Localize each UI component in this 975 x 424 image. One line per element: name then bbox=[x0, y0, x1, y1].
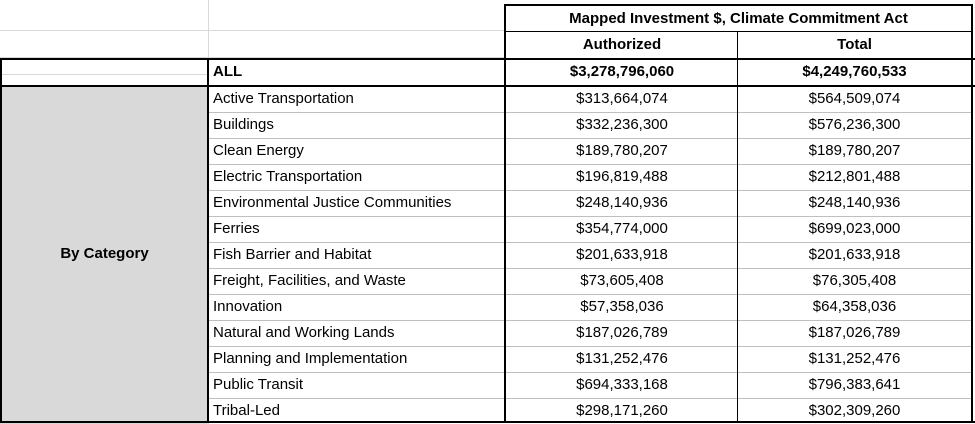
row-authorized: $694,333,168 bbox=[576, 376, 668, 393]
row-category: Active Transportation bbox=[213, 90, 354, 107]
row-authorized: $354,774,000 bbox=[576, 220, 668, 237]
all-row-label: ALL bbox=[213, 63, 243, 80]
row-total: $187,026,789 bbox=[808, 324, 901, 341]
row-total: $248,140,936 bbox=[808, 194, 901, 211]
border bbox=[971, 4, 973, 423]
gridline bbox=[208, 0, 209, 57]
border bbox=[207, 58, 209, 423]
border bbox=[0, 58, 2, 423]
row-authorized: $189,780,207 bbox=[576, 142, 668, 159]
row-divider bbox=[209, 294, 971, 295]
border bbox=[0, 421, 975, 423]
row-category: Electric Transportation bbox=[213, 168, 363, 185]
row-divider bbox=[209, 190, 971, 191]
row-category: Innovation bbox=[213, 298, 283, 315]
row-authorized: $131,252,476 bbox=[576, 350, 668, 367]
row-authorized: $201,633,918 bbox=[576, 246, 668, 263]
row-divider bbox=[209, 112, 971, 113]
row-category: Clean Energy bbox=[213, 142, 304, 159]
row-authorized: $313,664,074 bbox=[576, 90, 668, 107]
row-divider bbox=[209, 164, 971, 165]
row-category: Tribal-Led bbox=[213, 402, 280, 419]
row-divider bbox=[209, 346, 971, 347]
header-authorized: Authorized bbox=[582, 36, 662, 53]
row-authorized: $332,236,300 bbox=[576, 116, 668, 133]
row-total: $64,358,036 bbox=[812, 298, 897, 315]
row-divider bbox=[209, 398, 971, 399]
border bbox=[504, 4, 506, 423]
row-category: Environmental Justice Communities bbox=[213, 194, 452, 211]
row-divider bbox=[209, 268, 971, 269]
border bbox=[504, 4, 973, 6]
row-divider bbox=[209, 138, 971, 139]
row-divider bbox=[209, 216, 971, 217]
row-total: $564,509,074 bbox=[808, 90, 901, 107]
row-authorized: $298,171,260 bbox=[576, 402, 668, 419]
row-category: Fish Barrier and Habitat bbox=[213, 246, 372, 263]
border bbox=[0, 85, 975, 87]
gridline bbox=[0, 30, 506, 31]
row-authorized: $187,026,789 bbox=[576, 324, 668, 341]
row-authorized: $196,819,488 bbox=[576, 168, 668, 185]
category-group-label: By Category bbox=[60, 245, 149, 262]
row-total: $131,252,476 bbox=[808, 350, 901, 367]
row-total: $796,383,641 bbox=[808, 376, 901, 393]
row-authorized: $57,358,036 bbox=[580, 298, 664, 315]
row-category: Natural and Working Lands bbox=[213, 324, 395, 341]
row-category: Buildings bbox=[213, 116, 274, 133]
row-divider bbox=[209, 242, 971, 243]
row-total: $212,801,488 bbox=[808, 168, 901, 185]
border bbox=[0, 58, 975, 60]
row-divider bbox=[209, 320, 971, 321]
all-row-authorized: $3,278,796,060 bbox=[569, 63, 675, 80]
row-authorized: $248,140,936 bbox=[576, 194, 668, 211]
border bbox=[737, 31, 738, 423]
row-total: $201,633,918 bbox=[808, 246, 901, 263]
row-total: $189,780,207 bbox=[808, 142, 901, 159]
row-category: Public Transit bbox=[213, 376, 304, 393]
border bbox=[504, 31, 973, 32]
header-total: Total bbox=[837, 36, 872, 53]
row-total: $302,309,260 bbox=[808, 402, 901, 419]
all-row-total: $4,249,760,533 bbox=[802, 63, 907, 80]
row-total: $699,023,000 bbox=[808, 220, 901, 237]
header-group-title: Mapped Investment $, Climate Commitment Act bbox=[569, 10, 908, 27]
row-total: $576,236,300 bbox=[808, 116, 901, 133]
row-category: Ferries bbox=[213, 220, 260, 237]
row-authorized: $73,605,408 bbox=[580, 272, 664, 289]
row-category: Planning and Implementation bbox=[213, 350, 408, 367]
row-category: Freight, Facilities, and Waste bbox=[213, 272, 406, 289]
row-divider bbox=[209, 372, 971, 373]
row-total: $76,305,408 bbox=[812, 272, 897, 289]
